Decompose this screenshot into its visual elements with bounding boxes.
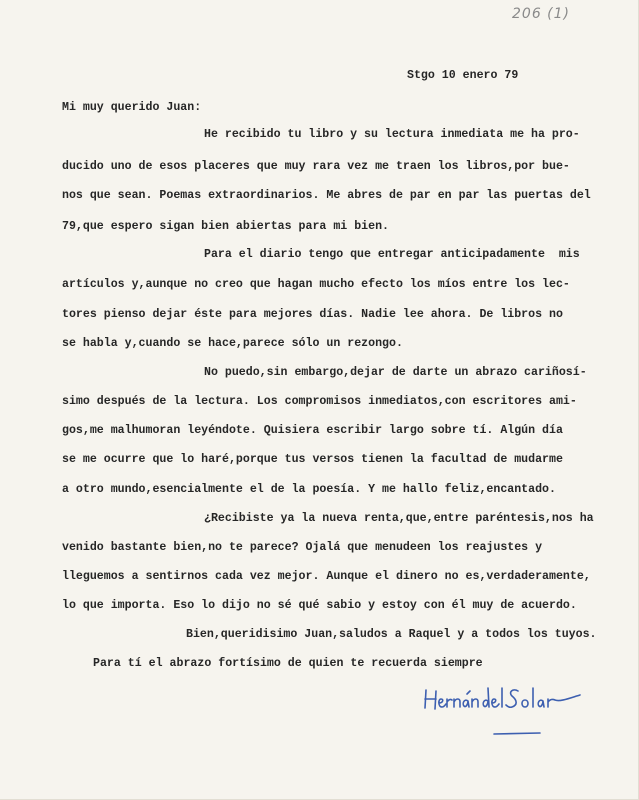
letter-line: 79,que espero sigan bien abiertas para mi bien. — [62, 220, 389, 233]
letter-line: gos,me malhumoran leyéndote. Quisiera escribir largo sobre tí. Algún día — [62, 424, 563, 437]
letter-line: venido bastante bien,no te parece? Ojalá que menudeen los reajustes y — [62, 541, 543, 554]
letter-line: lleguemos a sentirnos cada vez mejor. Aunque el dinero no es,verdaderamente, — [62, 570, 591, 583]
letter-line: Para tí el abrazo fortísimo de quien te recuerda siempre — [93, 657, 483, 670]
letter-line: He recibido tu libro y su lectura inmediata me ha pro- — [204, 128, 580, 141]
letter-line: se habla y,cuando se hace,parece sólo un rezongo. — [62, 337, 403, 350]
letter-line: ducido uno de esos placeres que muy rara vez me traen los libros,por bue- — [62, 160, 570, 173]
letter-line: a otro mundo,esencialmente el de la poesía. Y me hallo feliz,encantado. — [62, 483, 556, 496]
archive-number: 206 (1) — [512, 6, 571, 22]
letter-line: Bien,queridisimo Juan,saludos a Raquel y a todos los tuyos. — [186, 628, 597, 641]
letter-date: Stgo 10 enero 79 — [407, 69, 519, 82]
letter-salutation: Mi muy querido Juan: — [62, 101, 202, 114]
letter-line: No puedo,sin embargo,dejar de darte un abrazo cariñosí- — [204, 366, 587, 379]
letter-line: Para el diario tengo que entregar anticipadamente mis — [204, 248, 580, 261]
letter-line: tores pienso dejar éste para mejores días. Nadie lee ahora. De libros no — [62, 308, 563, 321]
letter-line: nos que sean. Poemas extraordinarios. Me abres de par en par las puertas del — [62, 189, 591, 202]
handwritten-signature — [422, 682, 602, 742]
letter-line: artículos y,aunque no creo que hagan mucho efecto los míos entre los lec- — [62, 278, 570, 291]
letter-line: simo después de la lectura. Los compromisos inmediatos,con escritores ami- — [62, 395, 577, 408]
letter-line: ¿Recibiste ya la nueva renta,que,entre paréntesis,nos ha — [204, 512, 594, 525]
letter-line: lo que importa. Eso lo dijo no sé qué sabio y estoy con él muy de acuerdo. — [62, 599, 577, 612]
letter-line: se me ocurre que lo haré,porque tus versos tienen la facultad de mudarme — [62, 453, 563, 466]
